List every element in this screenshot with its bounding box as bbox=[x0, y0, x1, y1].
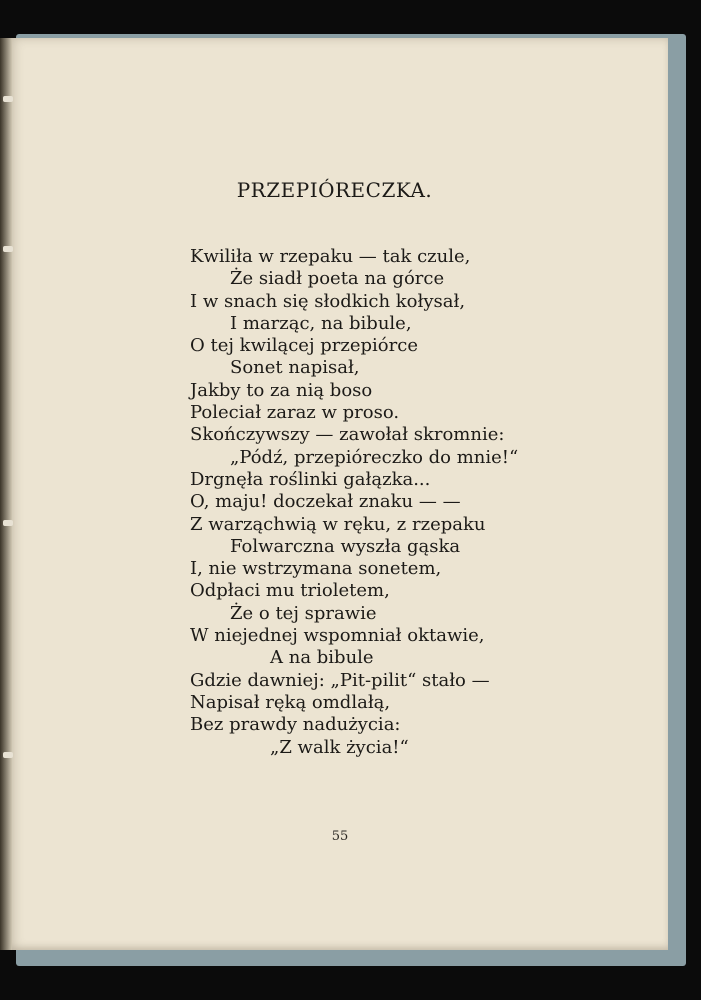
poem-line: O, maju! doczekał znaku — — bbox=[190, 491, 461, 513]
poem-line: I marząc, na bibule, bbox=[230, 312, 412, 334]
poem-line: I, nie wstrzymana sonetem, bbox=[190, 558, 442, 580]
poem-line: O tej kwilącej przepiórce bbox=[190, 335, 418, 357]
binding-stitch bbox=[3, 96, 13, 102]
binding-stitch bbox=[3, 752, 13, 758]
poem-line: Napisał ręką omdlałą, bbox=[190, 691, 391, 713]
poem-line: Skończywszy — zawołał skromnie: bbox=[190, 424, 505, 446]
poem-line: Folwarczna wyszła gąska bbox=[230, 535, 461, 557]
binding-stitch bbox=[3, 520, 13, 526]
poem-line: Odpłaci mu trioletem, bbox=[190, 580, 390, 602]
poem-line: W niejednej wspomniał oktawie, bbox=[190, 625, 485, 647]
poem-line: Sonet napisał, bbox=[230, 357, 360, 379]
page-gutter bbox=[0, 38, 12, 950]
poem-body bbox=[190, 246, 518, 759]
poem-line: Poleciał zaraz w proso. bbox=[190, 402, 400, 424]
poem-line: Bez prawdy nadużycia: bbox=[190, 714, 401, 736]
poem-line: I w snach się słodkich kołysał, bbox=[190, 290, 466, 312]
poem-line: A na bibule bbox=[270, 647, 374, 669]
poem-line: Kwiliła w rzepaku — tak czule, bbox=[190, 246, 471, 267]
poem-line: „Pódź, przepióreczko do mnie!“ bbox=[230, 446, 519, 468]
poem-line: Z warząchwią w ręku, z rzepaku bbox=[190, 513, 486, 535]
poem-title: PRZEPIÓRECZKA. bbox=[236, 178, 433, 202]
poem-line: Jakby to za nią boso bbox=[190, 379, 373, 401]
binding-stitch bbox=[3, 246, 13, 252]
poem-line: Gdzie dawniej: „Pit-pilit“ stało — bbox=[190, 669, 490, 691]
page-number: 55 bbox=[331, 829, 349, 844]
poem-line: Drgnęła roślinki gałązka... bbox=[190, 468, 431, 490]
poem-line: Że siadł poeta na górce bbox=[230, 268, 445, 290]
poem-line: „Z walk życia!“ bbox=[270, 736, 409, 758]
poem-line: Że o tej sprawie bbox=[230, 602, 377, 624]
